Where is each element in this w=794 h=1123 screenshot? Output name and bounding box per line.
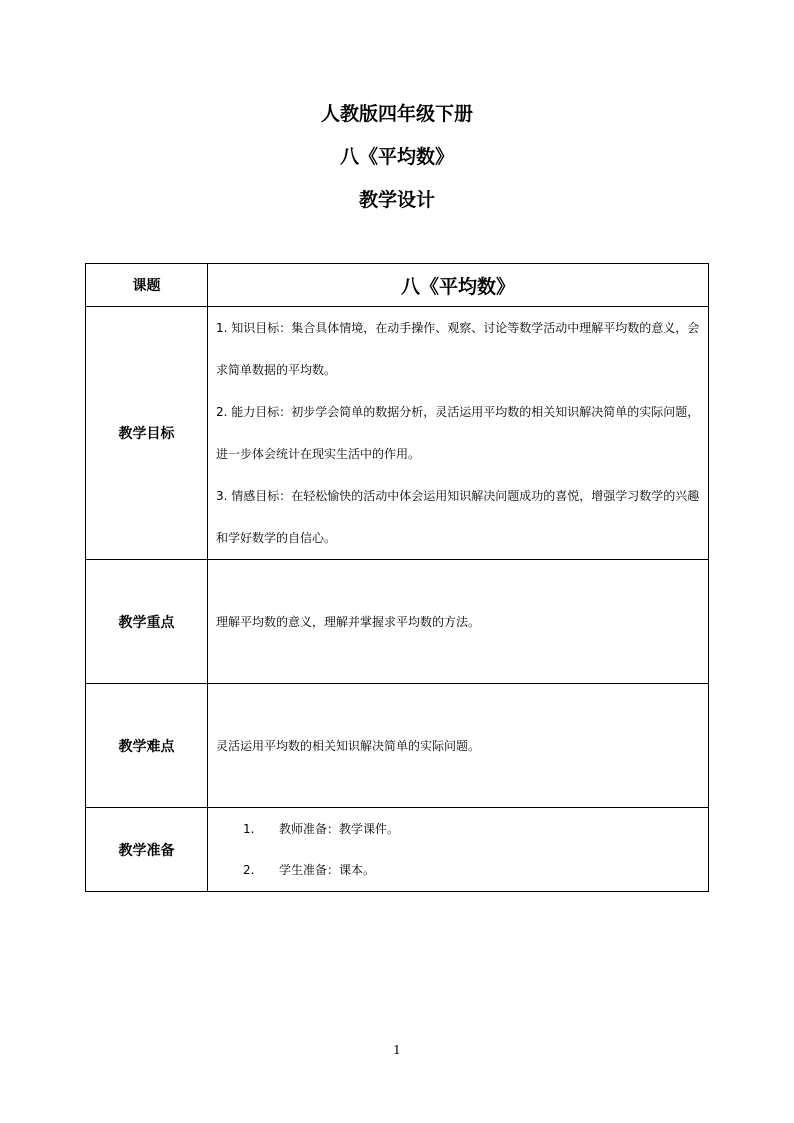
topic-label: 课题 bbox=[86, 264, 208, 307]
preparation-label: 教学准备 bbox=[86, 808, 208, 892]
list-item-text: 教师准备：教学课件。 bbox=[279, 821, 400, 836]
goals-label: 教学目标 bbox=[86, 307, 208, 560]
list-item-number: 1. bbox=[243, 821, 255, 836]
list-item bbox=[216, 809, 704, 850]
list-item-number: 2. bbox=[243, 862, 255, 877]
document-title-lesson: 八《平均数》 bbox=[339, 146, 454, 168]
document-title-grade: 人教版四年级下册 bbox=[320, 103, 473, 125]
preparation-content bbox=[208, 808, 709, 892]
preparation-list bbox=[216, 809, 704, 891]
table-row-difficulties bbox=[86, 684, 709, 808]
page-number: 1 bbox=[393, 1043, 401, 1057]
list-item-text: 学生准备：课本。 bbox=[279, 862, 376, 877]
table-row-preparation bbox=[86, 808, 709, 892]
goal-ability: 2. 能力目标：初步学会简单的数据分析，灵活运用平均数的相关知识解决简单的实际问题，进一步体会统计在现实生活中的作用。 bbox=[216, 405, 700, 461]
table-row-topic bbox=[86, 264, 709, 307]
topic-value: 八《平均数》 bbox=[208, 264, 709, 307]
lesson-plan-table bbox=[85, 263, 709, 892]
goal-emotion: 3. 情感目标：在轻松愉快的活动中体会运用知识解决问题成功的喜悦，增强学习数学的兴趣和学好数学的自信心。 bbox=[216, 489, 700, 545]
list-item bbox=[216, 850, 704, 891]
key-points-label: 教学重点 bbox=[86, 560, 208, 684]
difficulties-label: 教学难点 bbox=[86, 684, 208, 808]
goal-knowledge: 1. 知识目标：集合具体情境，在动手操作、观察、讨论等数学活动中理解平均数的意义，会求简单数据的平均数。 bbox=[216, 321, 700, 377]
table-row-key-points bbox=[86, 560, 709, 684]
table-row-goals bbox=[86, 307, 709, 560]
difficulties-content: 灵活运用平均数的相关知识解决简单的实际问题。 bbox=[208, 684, 709, 808]
key-points-content: 理解平均数的意义，理解并掌握求平均数的方法。 bbox=[208, 560, 709, 684]
document-title-type: 教学设计 bbox=[358, 189, 435, 211]
goals-content bbox=[208, 307, 709, 560]
document-titles bbox=[0, 104, 794, 233]
